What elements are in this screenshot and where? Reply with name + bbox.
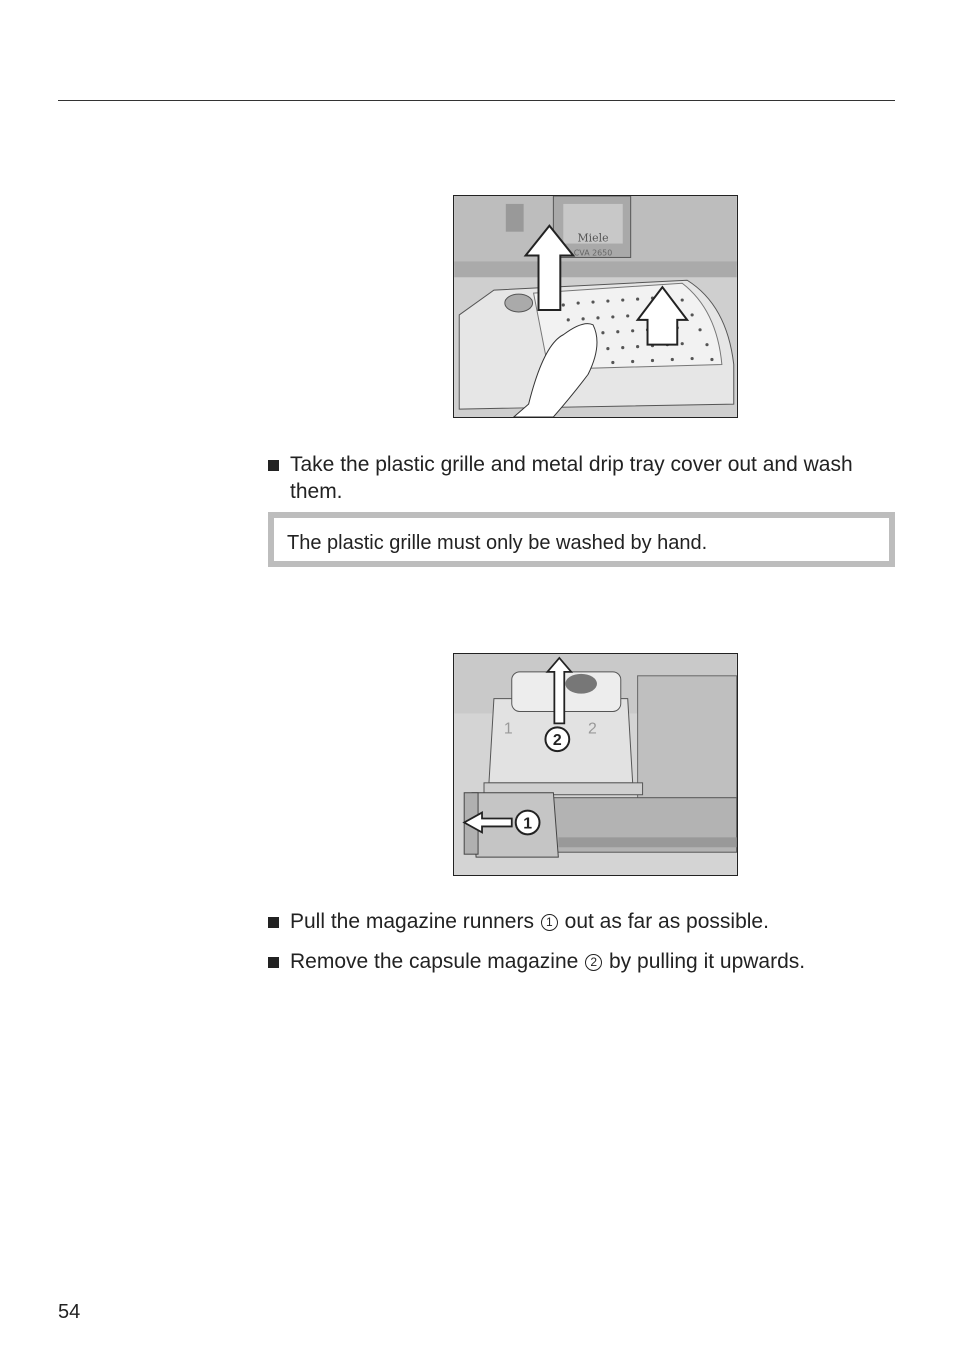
step-remove-magazine <box>268 948 908 975</box>
magazine-slot-2-label: 2 <box>588 720 597 738</box>
page-number: 54 <box>58 1301 81 1323</box>
capsule-magazine-illustration <box>453 653 738 876</box>
step-remove-grille <box>268 451 868 505</box>
bullet-square <box>268 460 279 471</box>
step-text <box>290 908 888 935</box>
drip-tray-illustration <box>453 195 738 418</box>
step-text-before: Pull the magazine runners <box>290 910 540 933</box>
ref-circle-2: 2 <box>585 954 602 971</box>
brand-label: Miele <box>577 231 609 245</box>
magazine-slot-1-label: 1 <box>503 720 513 738</box>
ref-circle-1: 1 <box>541 914 558 931</box>
step-text-after: out as far as possible. <box>558 910 769 933</box>
bullet-square <box>268 957 279 968</box>
step-pull-runners <box>268 908 888 935</box>
header-rule <box>58 100 895 101</box>
callout-1: 1 <box>523 815 533 833</box>
model-label: CVA 2650 <box>573 248 613 258</box>
note-box <box>268 512 895 567</box>
callout-2: 2 <box>552 732 562 750</box>
step-text-before: Remove the capsule magazine <box>290 950 585 973</box>
note-text: The plastic grille must only be washed by hand. <box>287 532 708 554</box>
step-text-after: by pulling it upwards. <box>603 950 806 973</box>
step-text: Take the plastic grille and metal drip tray cover out and wash them. <box>290 453 853 503</box>
bullet-square <box>268 917 279 928</box>
step-text <box>290 948 908 975</box>
